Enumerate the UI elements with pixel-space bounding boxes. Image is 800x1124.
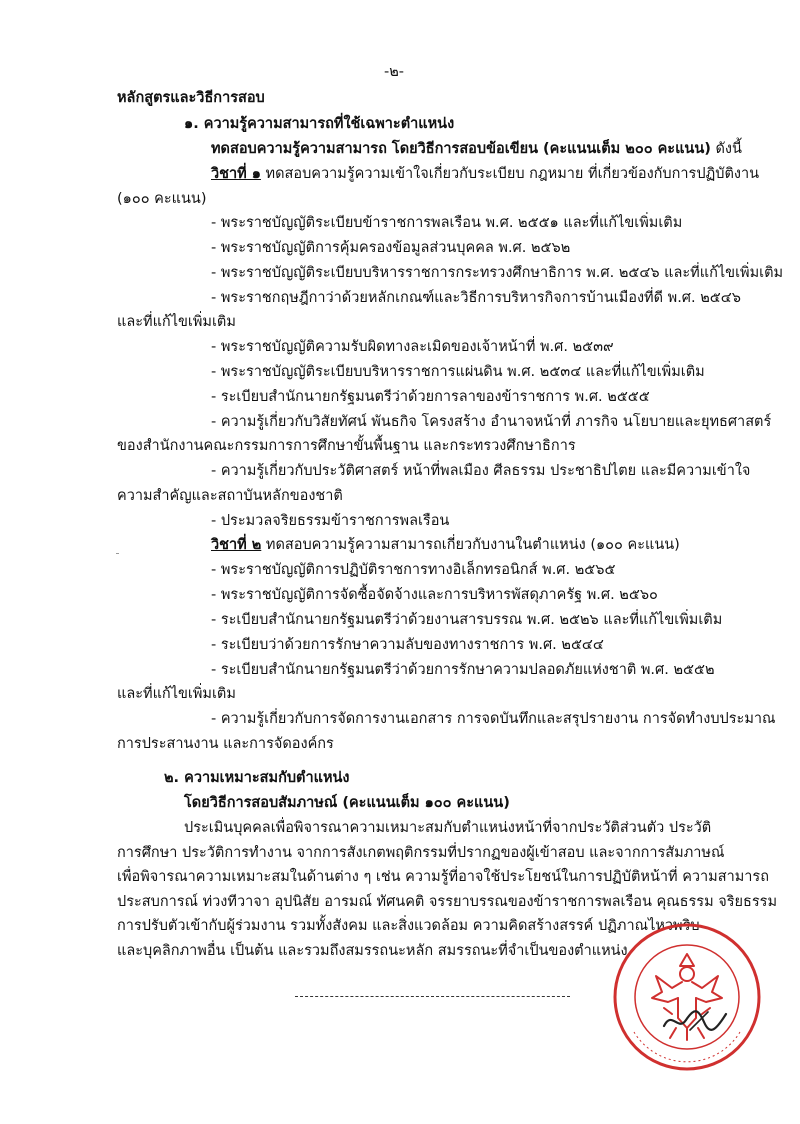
subject1-row [211,164,759,184]
section1-subtitle-tail: ดังนี้ [715,141,742,157]
subject2-item: - พระราชบัญญัติการจัดซื้อจัดจ้างและการบริหารพัสดุภาครัฐ พ.ศ. ๒๕๖๐ [211,587,658,603]
signature-mark [660,1000,730,1040]
subject1-item-continued: ของสำนักงานคณะกรรมการการศึกษาขั้นพื้นฐาน และกระทรวงศึกษาธิการ [117,438,576,454]
subject1-item: - พระราชบัญญัติระเบียบบริหารราชการกระทรวงศึกษาธิการ พ.ศ. ๒๕๔๖ และที่แก้ไขเพิ่มเติม [211,265,784,281]
subject2-item: - พระราชบัญญัติการปฏิบัติราชการทางอิเล็กทรอนิกส์ พ.ศ. ๒๕๖๕ [211,562,616,578]
section2-paragraph-line: และบุคลิกภาพอื่น เป็นต้น และรวมถึงสมรรถนะหลัก สมรรถนะที่จำเป็นของตำแหน่ง [117,943,628,959]
subject2-item-continued: และที่แก้ไขเพิ่มเติม [117,686,236,702]
subject1-desc: ทดสอบความรู้ความเข้าใจเกี่ยวกับระเบียบ กฎหมาย ที่เกี่ยวข้องกับการปฏิบัติงาน [265,166,760,182]
section1-subtitle: ทดสอบความรู้ความสามารถ โดยวิธีการสอบข้อเขียน (คะแนนเต็ม ๒๐๐ คะแนน) [211,141,711,157]
subject1-item: - พระราชบัญญัติระเบียบบริหารราชการแผ่นดิน พ.ศ. ๒๕๓๔ และที่แก้ไขเพิ่มเติม [211,364,705,380]
subject1-item: - พระราชกฤษฎีกาว่าด้วยหลักเกณฑ์และวิธีการบริหารกิจการบ้านเมืองที่ดี พ.ศ. ๒๕๔๖ [211,290,741,306]
subject1-item-continued: และที่แก้ไขเพิ่มเติม [117,314,236,330]
section1-title: ๑. ความรู้ความสามารถที่ใช้เฉพาะตำแหน่ง [184,116,455,132]
subject2-row [211,535,680,555]
subject1-item: - ความรู้เกี่ยวกับประวัติศาสตร์ หน้าที่พลเมือง ศีลธรรม ประชาธิปไตย และมีความเข้าใจ [211,463,751,479]
section2-paragraph-line: ประสบการณ์ ท่วงทีวาจา อุปนิสัย อารมณ์ ทัศนคติ จรรยาบรรณของข้าราชการพลเรือน คุณธรรม จริยธรรม [117,894,778,910]
page-number: -๒- [384,64,405,80]
section2-paragraph-line: เพื่อพิจารณาความเหมาะสมในด้านต่าง ๆ เช่น ความรู้ที่อาจใช้ประโยชน์ในการปฏิบัติหน้าที่ ความสามารถ [117,869,769,885]
section1-subtitle-row [211,139,742,159]
section2-paragraph-line: การศึกษา ประวัติการทำงาน จากการสังเกตพฤติกรรมที่ปรากฏของผู้เข้าสอบ และจากการสัมภาษณ์ [117,845,725,861]
subject2-item: - ระเบียบสำนักนายกรัฐมนตรีว่าด้วยการรักษาความปลอดภัยแห่งชาติ พ.ศ. ๒๕๕๒ [211,662,715,678]
subject1-item: - พระราชบัญญัติระเบียบข้าราชการพลเรือน พ.ศ. ๒๕๕๑ และที่แก้ไขเพิ่มเติม [211,215,683,231]
scan-speck [116,553,119,554]
section2-title: ๒. ความเหมาะสมกับตำแหน่ง [164,770,350,786]
section2-paragraph-line: ประเมินบุคคลเพื่อพิจารณาความเหมาะสมกับตำแหน่งหน้าที่จากประวัติส่วนตัว ประวัติ [184,820,712,836]
subject2-item: - ระเบียบสำนักนายกรัฐมนตรีว่าด้วยงานสารบรรณ พ.ศ. ๒๕๒๖ และที่แก้ไขเพิ่มเติม [211,612,723,628]
subject1-item: - ความรู้เกี่ยวกับวิสัยทัศน์ พันธกิจ โครงสร้าง อำนาจหน้าที่ ภารกิจ นโยบายและยุทธศาสตร์ [211,414,772,430]
subject2-item: - ความรู้เกี่ยวกับการจัดการงานเอกสาร การจดบันทึกและสรุปรายงาน การจัดทำงบประมาณ [211,711,776,727]
garuda-seal-icon [612,922,762,1072]
subject2-item: - ระเบียบว่าด้วยการรักษาความลับของทางราชการ พ.ศ. ๒๕๔๔ [211,637,604,653]
subject1-item-continued: ความสำคัญและสถาบันหลักของชาติ [117,488,343,504]
subject1-item: - ประมวลจริยธรรมข้าราชการพลเรือน [211,513,450,529]
section2-paragraph-line: การปรับตัวเข้ากับผู้ร่วมงาน รวมทั้งสังคม และสิ่งแวดล้อม ความคิดสร้างสรรค์ ปฏิภาณไหวพริบ [117,918,700,934]
section2-subtitle: โดยวิธีการสอบสัมภาษณ์ (คะแนนเต็ม ๑๐๐ คะแนน) [184,795,510,811]
document-heading: หลักสูตรและวิธีการสอบ [117,90,265,106]
subject2-desc: ทดสอบความรู้ความสามารถเกี่ยวกับงานในตำแหน่ง (๑๐๐ คะแนน) [265,537,680,553]
closing-dashed-rule [295,996,570,997]
subject1-item: - พระราชบัญญัติความรับผิดทางละเมิดของเจ้าหน้าที่ พ.ศ. ๒๕๓๙ [211,339,614,355]
subject1-item: - พระราชบัญญัติการคุ้มครองข้อมูลส่วนบุคคล พ.ศ. ๒๕๖๒ [211,240,571,256]
subject2-item-continued: การประสานงาน และการจัดองค์กร [117,736,334,752]
subject2-label: วิชาที่ ๒ [211,537,262,553]
subject1-item: - ระเบียบสำนักนายกรัฐมนตรีว่าด้วยการลาของข้าราชการ พ.ศ. ๒๕๕๕ [211,389,650,405]
subject1-label: วิชาที่ ๑ [211,166,261,182]
subject1-score: (๑๐๐ คะแนน) [117,191,207,207]
